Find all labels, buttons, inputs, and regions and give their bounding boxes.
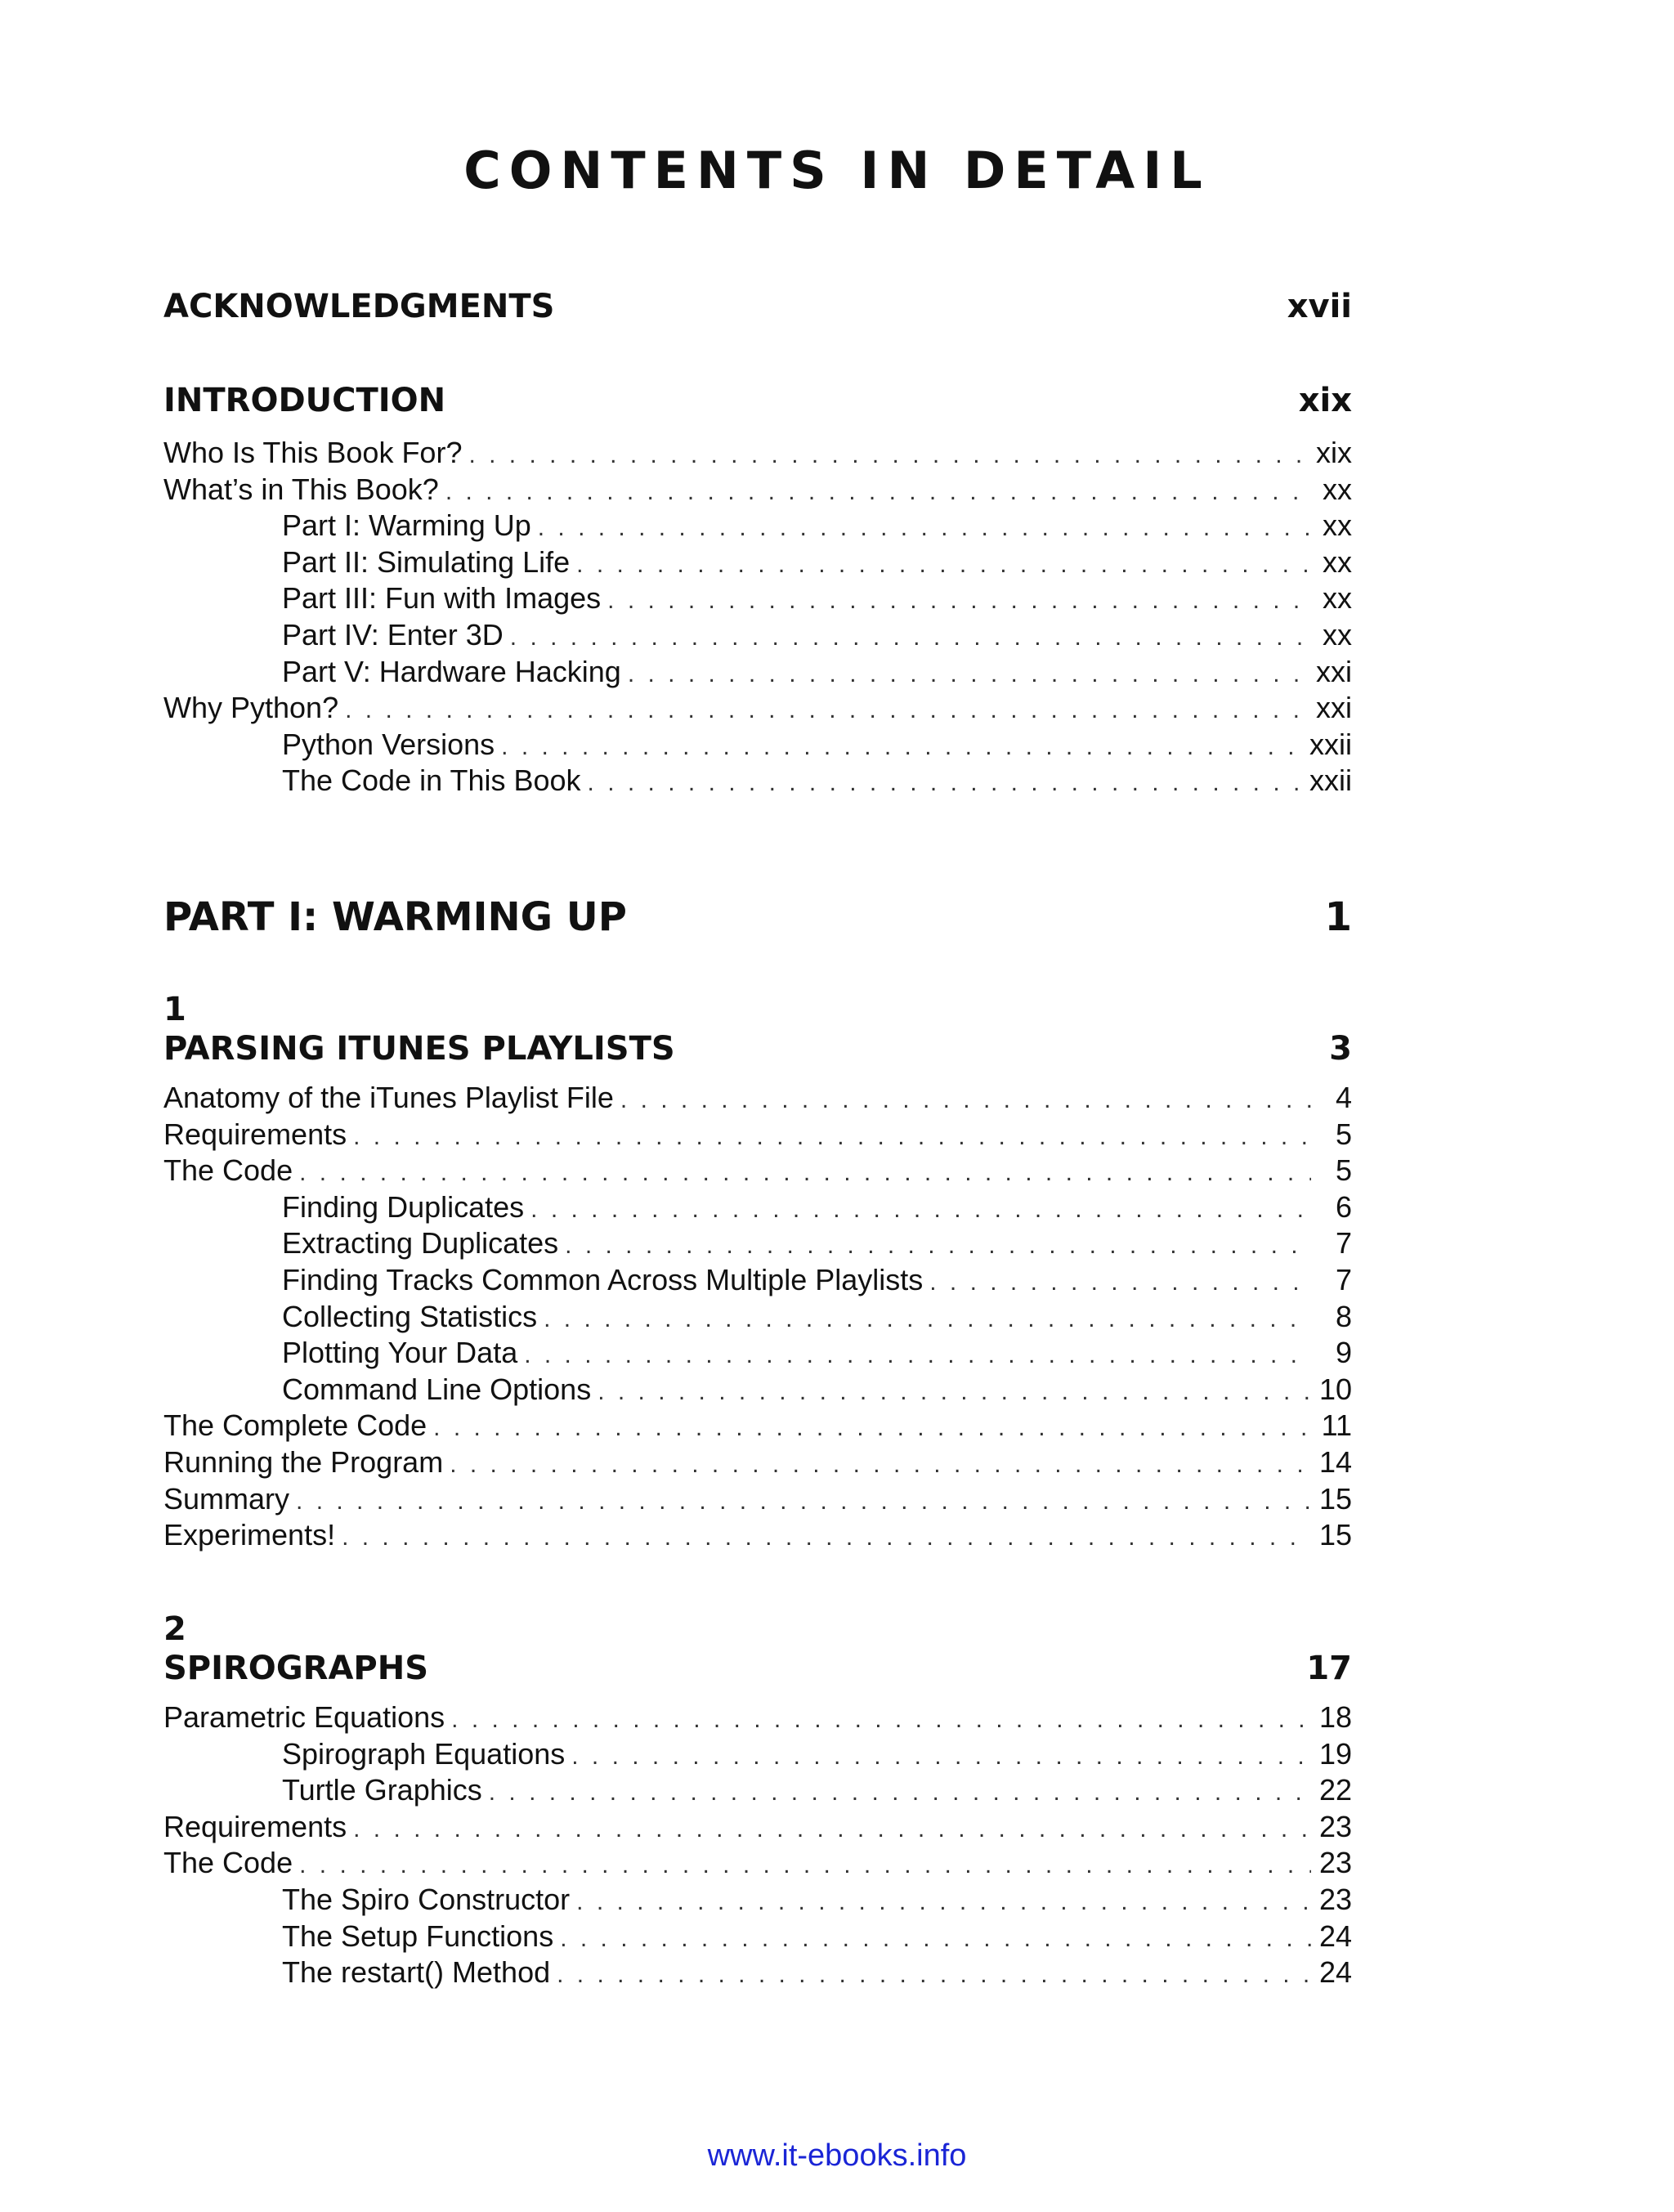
introduction-entries bbox=[163, 435, 1352, 799]
toc-subentry[interactable]: Extracting Duplicates . . . 7 bbox=[163, 1225, 1352, 1262]
toc-entry[interactable]: Requirements . . . 23 bbox=[163, 1809, 1352, 1846]
toc-subentry[interactable]: Command Line Options . . . 10 bbox=[163, 1372, 1352, 1408]
toc-subentry[interactable]: Plotting Your Data . . . 9 bbox=[163, 1335, 1352, 1372]
toc-entry[interactable]: Who Is This Book For? . . . xix bbox=[163, 435, 1352, 472]
toc-heading-chapter-2[interactable] bbox=[163, 1648, 1352, 1689]
toc-subentry[interactable]: Part IV: Enter 3D . . . xx bbox=[163, 617, 1352, 654]
toc-entry[interactable]: The Complete Code . . . 11 bbox=[163, 1408, 1352, 1444]
toc-entry[interactable]: Experiments! . . . 15 bbox=[163, 1517, 1352, 1554]
toc-subentry[interactable]: Part III: Fun with Images . . . xx bbox=[163, 580, 1352, 617]
toc-subentry[interactable]: Collecting Statistics . . . 8 bbox=[163, 1299, 1352, 1336]
toc-subentry[interactable]: Part V: Hardware Hacking . . . xxi bbox=[163, 654, 1352, 691]
heading-label: INTRODUCTION bbox=[163, 382, 446, 419]
toc-entry[interactable]: The Code . . . 5 bbox=[163, 1153, 1352, 1189]
toc-entry[interactable]: Requirements . . . 5 bbox=[163, 1117, 1352, 1153]
toc-subentry[interactable]: Turtle Graphics . . . 22 bbox=[163, 1772, 1352, 1809]
chapter-1-entries bbox=[163, 1080, 1352, 1554]
footer-link[interactable]: www.it-ebooks.info bbox=[707, 2138, 967, 2173]
chapter-number: 2 bbox=[163, 1610, 186, 1648]
toc-subentry[interactable]: Spirograph Equations . . . 19 bbox=[163, 1736, 1352, 1773]
chapter-2-entries bbox=[163, 1699, 1352, 1991]
toc-entry[interactable]: The Code . . . 23 bbox=[163, 1845, 1352, 1882]
toc-entry[interactable]: Why Python? . . . xxi bbox=[163, 690, 1352, 727]
heading-page: 17 bbox=[1306, 1650, 1352, 1687]
heading-page: xix bbox=[1298, 382, 1352, 419]
toc-subentry[interactable]: Part I: Warming Up . . . xx bbox=[163, 508, 1352, 544]
heading-page: 1 bbox=[1324, 894, 1352, 940]
toc-entry[interactable]: Anatomy of the iTunes Playlist File . . . 4 bbox=[163, 1080, 1352, 1117]
heading-label: ACKNOWLEDGMENTS bbox=[163, 288, 555, 325]
toc-subentry[interactable]: Finding Tracks Common Across Multiple Playlists . . . 7 bbox=[163, 1262, 1352, 1299]
toc-entry[interactable]: What’s in This Book? . . . xx bbox=[163, 472, 1352, 508]
toc-entry[interactable]: Parametric Equations . . . 18 bbox=[163, 1699, 1352, 1736]
heading-label: PARSING ITUNES PLAYLISTS bbox=[163, 1030, 675, 1068]
toc-subentry[interactable]: The Code in This Book . . . xxii bbox=[163, 763, 1352, 799]
toc-subentry[interactable]: Finding Duplicates . . . 6 bbox=[163, 1189, 1352, 1226]
heading-label: SPIROGRAPHS bbox=[163, 1650, 429, 1687]
toc-subentry[interactable]: Part II: Simulating Life . . . xx bbox=[163, 544, 1352, 581]
toc-entry[interactable]: Running the Program . . . 14 bbox=[163, 1444, 1352, 1481]
heading-label: PART I: WARMING UP bbox=[163, 894, 627, 940]
heading-page: xvii bbox=[1287, 288, 1352, 325]
toc-subentry[interactable]: The restart() Method . . . 24 bbox=[163, 1955, 1352, 1991]
toc-heading-acknowledgments[interactable] bbox=[163, 286, 1352, 327]
toc-heading-introduction[interactable] bbox=[163, 380, 1352, 421]
toc-subentry[interactable]: Python Versions . . . xxii bbox=[163, 727, 1352, 763]
chapter-number: 1 bbox=[163, 991, 186, 1028]
toc-subentry[interactable]: The Setup Functions . . . 24 bbox=[163, 1919, 1352, 1955]
toc-heading-part-1[interactable] bbox=[163, 893, 1352, 942]
page-title: CONTENTS IN DETAIL bbox=[463, 141, 1211, 200]
toc-subentry[interactable]: The Spiro Constructor . . . 23 bbox=[163, 1882, 1352, 1919]
toc-heading-chapter-1[interactable] bbox=[163, 1028, 1352, 1069]
toc-entry[interactable]: Summary . . . 15 bbox=[163, 1481, 1352, 1518]
heading-page: 3 bbox=[1329, 1030, 1352, 1068]
